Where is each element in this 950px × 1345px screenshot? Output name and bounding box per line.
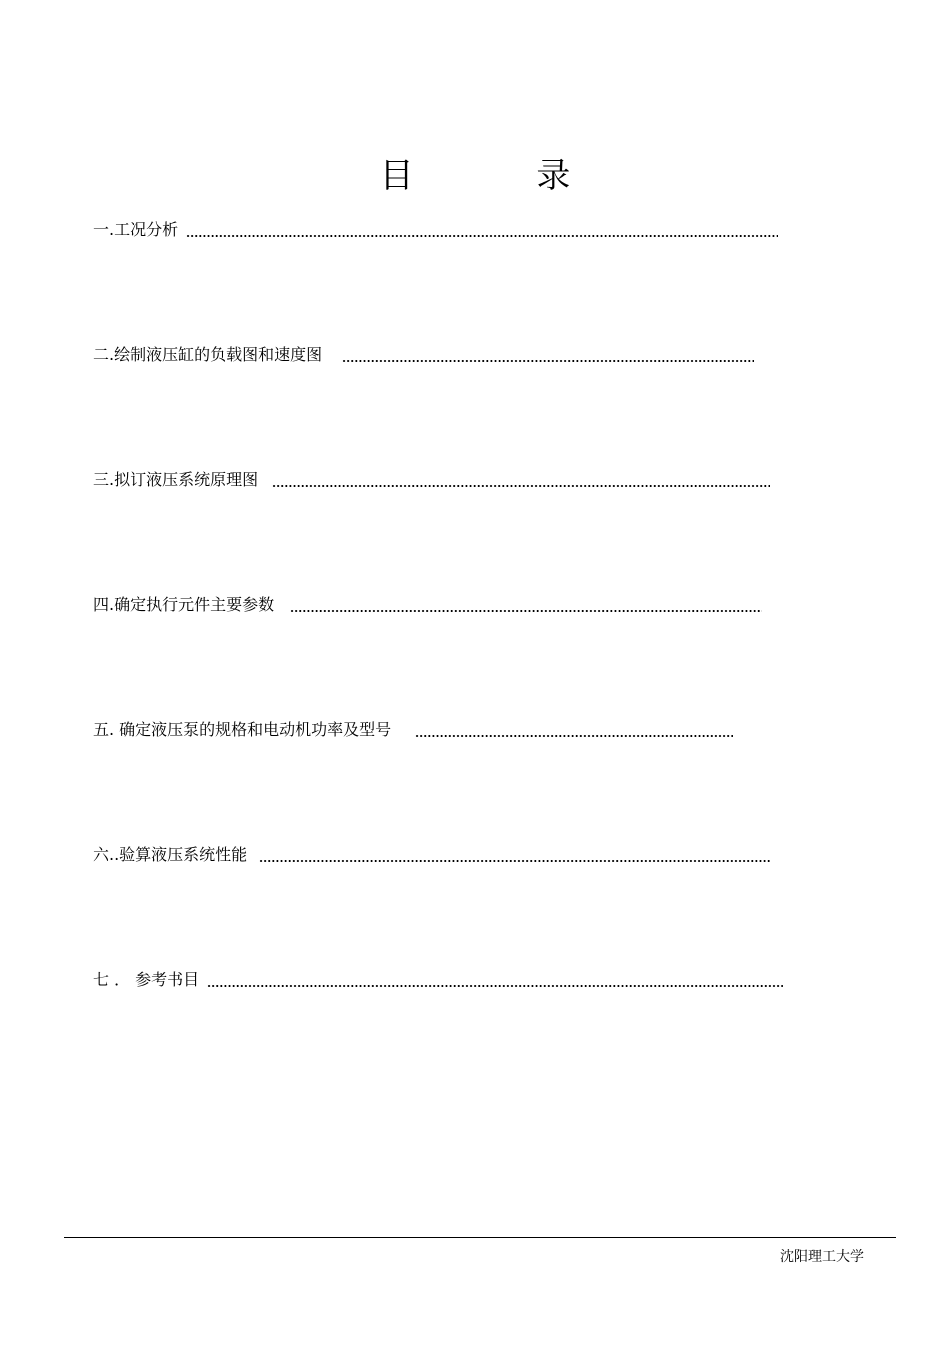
toc-entry-label: 五. 确定液压泵的规格和电动机功率及型号 bbox=[93, 720, 392, 739]
toc-title: 目 录 bbox=[379, 156, 627, 196]
toc-leader-dots bbox=[290, 610, 762, 612]
toc-entry-label: 四.确定执行元件主要参数 bbox=[93, 595, 275, 614]
toc-entry[interactable] bbox=[93, 718, 733, 740]
toc-entry[interactable] bbox=[93, 343, 754, 365]
toc-leader-dots bbox=[415, 735, 733, 737]
toc-entry[interactable] bbox=[93, 593, 762, 615]
toc-entry[interactable] bbox=[93, 468, 770, 490]
footer-divider bbox=[64, 1237, 896, 1238]
toc-entry[interactable] bbox=[93, 218, 778, 240]
toc-leader-dots bbox=[207, 985, 783, 987]
toc-entry-label: 六..验算液压系统性能 bbox=[93, 845, 248, 864]
toc-entry-label: 七 ． 参考书目 bbox=[93, 970, 200, 989]
toc-leader-dots bbox=[186, 235, 778, 237]
footer-institution: 沈阳理工大学 bbox=[780, 1249, 864, 1265]
toc-leader-dots bbox=[259, 860, 771, 862]
toc-entry-label: 一.工况分析 bbox=[93, 220, 179, 239]
toc-entry-label: 三.拟订液压系统原理图 bbox=[93, 470, 259, 489]
toc-entry[interactable] bbox=[93, 968, 783, 990]
toc-entry[interactable] bbox=[93, 843, 771, 865]
toc-entry-label: 二.绘制液压缸的负载图和速度图 bbox=[93, 345, 323, 364]
toc-leader-dots bbox=[272, 485, 770, 487]
toc-leader-dots bbox=[342, 360, 754, 362]
